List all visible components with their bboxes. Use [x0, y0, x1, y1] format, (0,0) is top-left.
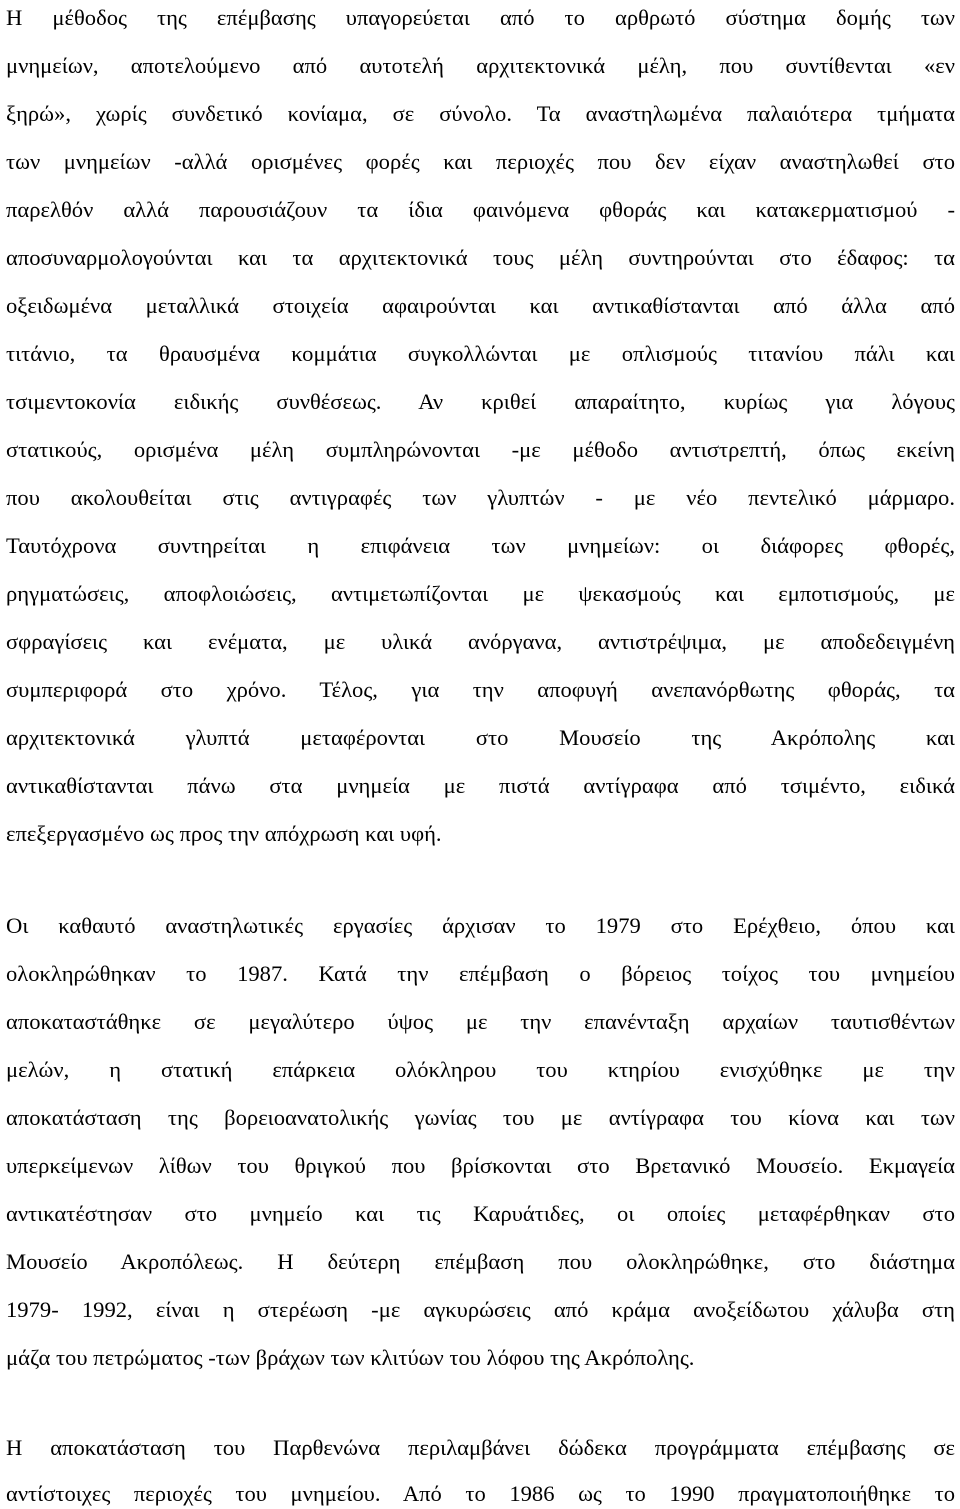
paragraph-1-line-9: τσιμεντοκονία ειδικής συνθέσεως. Αν κριθεί απαραίτητο, κυρίως για λόγους — [6, 389, 955, 414]
paragraph-1-line-5: παρελθόν αλλά παρουσιάζουν τα ίδια φαινόμενα φθοράς και κατακερματισμού - — [6, 197, 955, 222]
paragraph-2-line-1: Οι καθαυτό αναστηλωτικές εργασίες άρχισαν το 1979 στο Ερέχθειο, όπου και — [6, 913, 955, 938]
paragraph-1-line-11: που ακολουθείται στις αντιγραφές των γλυπτών - με νέο πεντελικό μάρμαρο. — [6, 485, 955, 510]
paragraph-1-line-14: σφραγίσεις και ενέματα, με υλικά ανόργανα, αντιστρέψιμα, με αποδεδειγμένη — [6, 629, 955, 654]
paragraph-2-line-9: 1979- 1992, είναι η στερέωση -με αγκυρώσεις από κράμα ανοξείδωτου χάλυβα στη — [6, 1297, 955, 1322]
paragraph-1-line-15: συμπεριφορά στο χρόνο. Τέλος, για την αποφυγή ανεπανόρθωτης φθοράς, τα — [6, 677, 955, 702]
paragraph-2-line-7: αντικατέστησαν στο μνημείο και τις Καρυάτιδες, οι οποίες μεταφέρθηκαν στο — [6, 1201, 955, 1226]
paragraph-2-line-10: μάζα του πετρώματος -των βράχων των κλιτύων του λόφου της Ακρόπολης. — [6, 1345, 695, 1370]
paragraph-1-line-4: των μνημείων -αλλά ορισμένες φορές και περιοχές που δεν είχαν αναστηλωθεί στο — [6, 149, 955, 174]
paragraph-2-line-6: υπερκείμενων λίθων του θριγκού που βρίσκονται στο Βρετανικό Μουσείο. Εκμαγεία — [6, 1153, 955, 1178]
paragraph-1-line-3: ξηρώ», χωρίς συνδετικό κονίαμα, σε σύνολο. Τα αναστηλωμένα παλαιότερα τμήματα — [6, 101, 955, 126]
paragraph-1-line-16: αρχιτεκτονικά γλυπτά μεταφέρονται στο Μουσείο της Ακρόπολης και — [6, 725, 955, 750]
paragraph-1-line-2: μνημείων, αποτελούμενο από αυτοτελή αρχιτεκτονικά μέλη, που συντίθενται «εν — [6, 53, 955, 78]
paragraph-3-line-1: Η αποκατάσταση του Παρθενώνα περιλαμβάνει δώδεκα προγράμματα επέμβασης σε — [6, 1435, 955, 1460]
paragraph-1-line-13: ρηγματώσεις, αποφλοιώσεις, αντιμετωπίζονται με ψεκασμούς και εμποτισμούς, με — [6, 581, 955, 606]
paragraph-2-line-8: Μουσείο Ακροπόλεως. Η δεύτερη επέμβαση που ολοκληρώθηκε, στο διάστημα — [6, 1249, 955, 1274]
paragraph-2-line-4: μελών, η στατική επάρκεια ολόκληρου του κτηρίου ενισχύθηκε με την — [6, 1057, 955, 1082]
paragraph-1-line-10: στατικούς, ορισμένα μέλη συμπληρώνονται -με μέθοδο αντιστρεπτή, όπως εκείνη — [6, 437, 955, 462]
paragraph-1-line-12: Ταυτόχρονα συντηρείται η επιφάνεια των μνημείων: οι διάφορες φθορές, — [6, 533, 955, 558]
paragraph-2-line-2: ολοκληρώθηκαν το 1987. Κατά την επέμβαση ο βόρειος τοίχος του μνημείου — [6, 961, 955, 986]
paragraph-3-line-2: αντίστοιχες περιοχές του μνημείου. Από το 1986 ως το 1990 πραγματοποιήθηκε το — [6, 1481, 955, 1506]
paragraph-1-line-1: Η μέθοδος της επέμβασης υπαγορεύεται από το αρθρωτό σύστημα δομής των — [6, 5, 955, 30]
paragraph-2-line-5: αποκατάσταση της βορειοανατολικής γωνίας του με αντίγραφα του κίονα και των — [6, 1105, 955, 1130]
paragraph-1-line-8: τιτάνιο, τα θραυσμένα κομμάτια συγκολλώνται με οπλισμούς τιτανίου πάλι και — [6, 341, 955, 366]
paragraph-1-line-17: αντικαθίστανται πάνω στα μνημεία με πιστά αντίγραφα από τσιμέντο, ειδικά — [6, 773, 955, 798]
paragraph-1-line-18: επεξεργασμένο ως προς την απόχρωση και υφή. — [6, 821, 442, 846]
paragraph-1-line-7: οξειδωμένα μεταλλικά στοιχεία αφαιρούνται και αντικαθίστανται από άλλα από — [6, 293, 955, 318]
paragraph-2-line-3: αποκαταστάθηκε σε μεγαλύτερο ύψος με την επανένταξη αρχαίων ταυτισθέντων — [6, 1009, 955, 1034]
paragraph-1-line-6: αποσυναρμολογούνται και τα αρχιτεκτονικά τους μέλη συντηρούνται στο έδαφος: τα — [6, 245, 955, 270]
